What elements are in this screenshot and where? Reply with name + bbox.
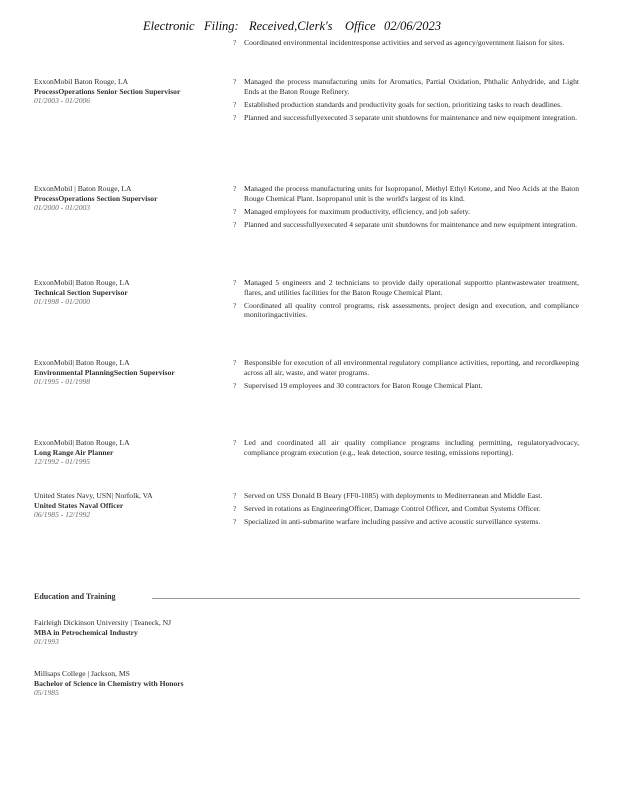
job-meta	[34, 278, 184, 307]
bullet: ? Served on USS Donald B Beary (FF0-1085) with deployments to Mediterranean and Middle East.	[233, 491, 579, 501]
job-dates: 01/1995 - 01/1998	[34, 377, 91, 386]
job-company: ExxonMobil | Baton Rouge, LA	[34, 184, 132, 193]
job-company: United States Navy, USN| Norfolk, VA	[34, 491, 153, 500]
job-company: ExxonMobil| Baton Rouge, LA	[34, 358, 130, 367]
job-title: ProcessOperations Section Supervisor	[34, 193, 158, 203]
education-entry	[34, 618, 294, 647]
bullet: ? Served in rotations as EngineeringOfficer, Damage Control Officer, and Combat Systems Officer.	[233, 504, 579, 514]
bullet: ? Managed the process manufacturing units for Isopropanol, Methyl Ethyl Ketone, and Neo Acids at the Baton Rouge Chemical Plant. Isopropanol unit is the world's largest of its kind.	[233, 184, 579, 203]
job-dates: 01/2000 - 01/2003	[34, 203, 91, 212]
bullet: ? Responsible for execution of all environmental regulatory compliance activities, reporting, and recordkeeping across all air, waste, and water programs.	[233, 358, 579, 377]
header-label-electronic: Electronic	[143, 19, 195, 33]
job-bullets	[233, 77, 579, 126]
job-company: ExxonMobil| Baton Rouge, LA	[34, 438, 130, 447]
bullet: ? Coordinated environmental incidentresponse activities and served as agency/government liaison for sites.	[233, 38, 579, 48]
section-divider	[152, 598, 580, 599]
education-degree: Bachelor of Science in Chemistry with Honors	[34, 678, 184, 688]
job-meta	[34, 77, 184, 106]
job-title: Environmental PlanningSection Supervisor	[34, 367, 175, 377]
bullet: ? Supervised 19 employees and 30 contractors for Baton Rouge Chemical Plant.	[233, 381, 579, 391]
continuation-bullets	[233, 38, 579, 51]
job-dates: 01/2003 - 01/2006	[34, 96, 91, 105]
education-dates: 01/1993	[34, 637, 59, 646]
header-label-office: Office	[345, 19, 376, 33]
job-title: United States Naval Officer	[34, 500, 124, 510]
bullet: ? Managed employees for maximum productivity, efficiency, and job safety.	[233, 207, 579, 217]
bullet: ? Led and coordinated all air quality compliance programs including permitting, regulatoryadvocacy, compliance program execution (e.g., leak detection, source testing, emissions reporting).	[233, 438, 579, 457]
header-label-received: Received,Clerk's	[249, 19, 333, 33]
education-school: Fairleigh Dickinson University | Teaneck, NJ	[34, 618, 172, 627]
job-bullets	[233, 358, 579, 394]
job-bullets	[233, 184, 579, 233]
job-meta	[34, 491, 184, 520]
job-title: Technical Section Supervisor	[34, 287, 128, 297]
job-meta	[34, 184, 184, 213]
job-title: ProcessOperations Senior Section Supervisor	[34, 86, 181, 96]
job-dates: 01/1998 - 01/2000	[34, 297, 91, 306]
bullet: ? Established production standards and productivity goals for section, prioritizing tasks to reach deadlines.	[233, 100, 579, 110]
education-dates: 05/1985	[34, 688, 59, 697]
bullet: ? Specialized in anti-submarine warfare including passive and active acoustic surveillance systems.	[233, 517, 579, 527]
education-school: Millsaps College | Jackson, MS	[34, 669, 130, 678]
education-entry	[34, 669, 294, 698]
job-meta	[34, 438, 184, 467]
job-dates: 06/1985 - 12/1992	[34, 510, 91, 519]
header-date: 02/06/2023	[384, 19, 441, 33]
job-title: Long Range Air Planner	[34, 447, 114, 457]
bullet: ? Managed 5 engineers and 2 technicians to provide daily operational supportto plantwastewater treatment, flares, and utilities facilities for the Baton Rouge Chemical Plant.	[233, 278, 579, 297]
education-heading: Education and Training	[34, 592, 116, 601]
job-bullets	[233, 278, 579, 323]
bullet: ? Planned and successfullyexecuted 4 separate unit shutdowns for maintenance and new equipment integration.	[233, 220, 579, 230]
bullet: ? Planned and successfullyexecuted 3 separate unit shutdowns for maintenance and new equipment integration.	[233, 113, 579, 123]
job-meta	[34, 358, 184, 387]
bullet: ? Managed the process manufacturing units for Aromatics, Partial Oxidation, Phthalic Anhydride, and Light Ends at the Baton Rouge Refinery.	[233, 77, 579, 96]
education-degree: MBA in Petrochemical Industry	[34, 627, 138, 637]
bullet: ? Coordinated all quality control programs, risk assessments, project design and execution, and compliance monitoringactivities.	[233, 301, 579, 320]
job-dates: 12/1992 - 01/1995	[34, 457, 91, 466]
job-company: ExxonMobil Baton Rouge, LA	[34, 77, 129, 86]
header-label-filing: Filing:	[204, 19, 239, 33]
job-bullets	[233, 491, 579, 530]
job-bullets	[233, 438, 579, 461]
job-company: ExxonMobil| Baton Rouge, LA	[34, 278, 130, 287]
